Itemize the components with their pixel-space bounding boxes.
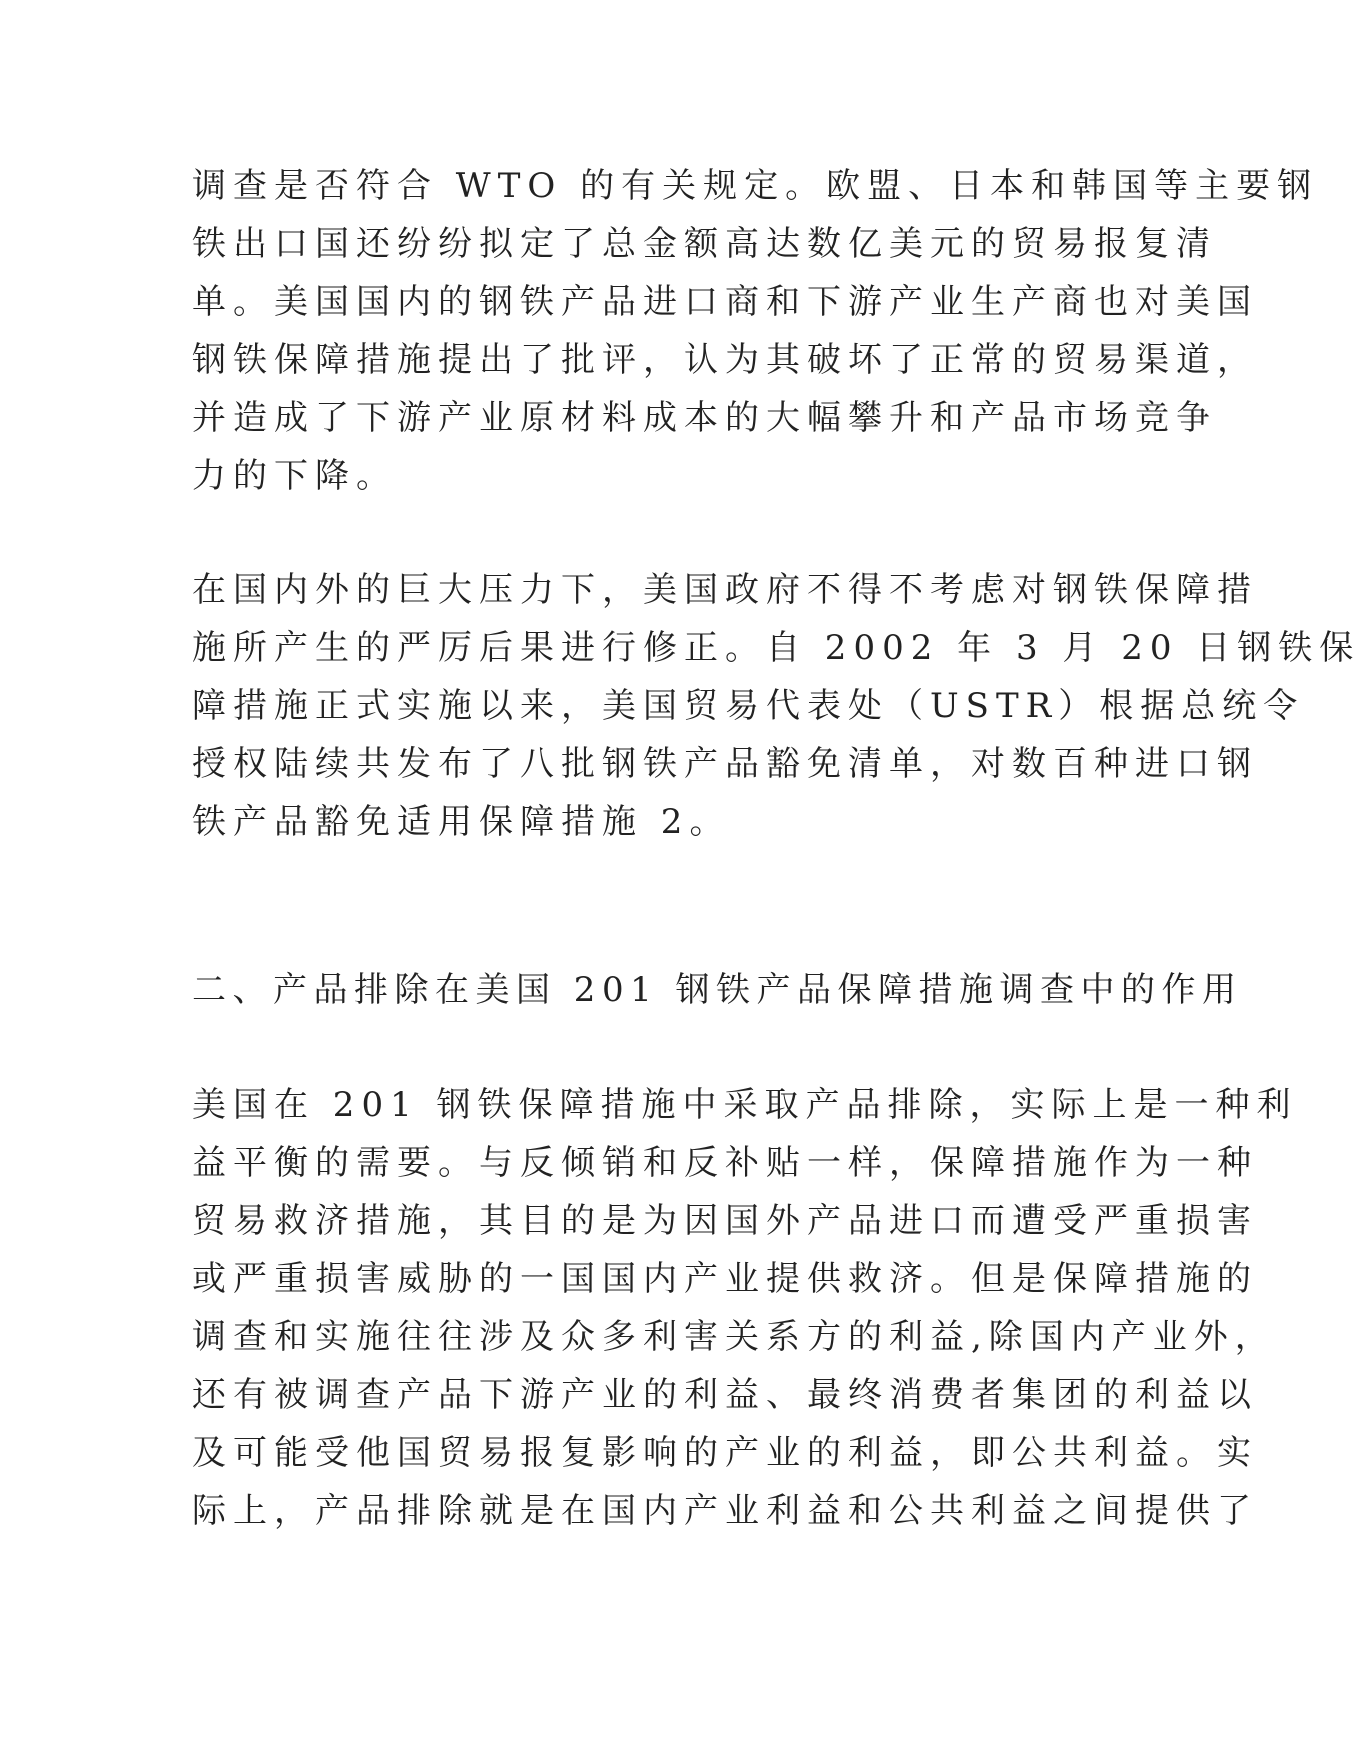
text-line: 及可能受他国贸易报复影响的产业的利益，即公共利益。实 [192, 1433, 1258, 1473]
text-line: 调查是否符合 WTO 的有关规定。欧盟、日本和韩国等主要钢 [192, 166, 1319, 206]
text-line: 并造成了下游产业原材料成本的大幅攀升和产品市场竞争 [192, 398, 1217, 438]
text-line: 还有被调查产品下游产业的利益、最终消费者集团的利益以 [192, 1375, 1258, 1415]
text-line: 在国内外的巨大压力下，美国政府不得不考虑对钢铁保障措 [192, 570, 1258, 610]
text-line: 调查和实施往往涉及众多利害关系方的利益,除国内产业外， [192, 1317, 1276, 1357]
text-line: 或严重损害威胁的一国国内产业提供救济。但是保障措施的 [192, 1259, 1258, 1299]
text-line: 钢铁保障措施提出了批评，认为其破坏了正常的贸易渠道， [192, 340, 1258, 380]
text-line: 授权陆续共发布了八批钢铁产品豁免清单，对数百种进口钢 [192, 744, 1258, 784]
section-heading: 二、产品排除在美国 201 钢铁产品保障措施调查中的作用 [192, 970, 1243, 1010]
text-line: 障措施正式实施以来，美国贸易代表处（USTR）根据总统令 [192, 686, 1305, 726]
text-line: 贸易救济措施，其目的是为因国外产品进口而遭受严重损害 [192, 1201, 1258, 1241]
text-line: 施所产生的严厉后果进行修正。自 2002 年 3 月 20 日钢铁保 [192, 628, 1360, 668]
text-line: 际上，产品排除就是在国内产业利益和公共利益之间提供了 [192, 1491, 1258, 1531]
text-line: 益平衡的需要。与反倾销和反补贴一样，保障措施作为一种 [192, 1143, 1258, 1183]
text-line: 铁产品豁免适用保障措施 2。 [192, 802, 731, 842]
text-line: 单。美国国内的钢铁产品进口商和下游产业生产商也对美国 [192, 282, 1258, 322]
text-line: 铁出口国还纷纷拟定了总金额高达数亿美元的贸易报复清 [192, 224, 1217, 264]
text-line: 力的下降。 [192, 456, 397, 496]
text-line: 美国在 201 钢铁保障措施中采取产品排除，实际上是一种利 [192, 1085, 1298, 1125]
